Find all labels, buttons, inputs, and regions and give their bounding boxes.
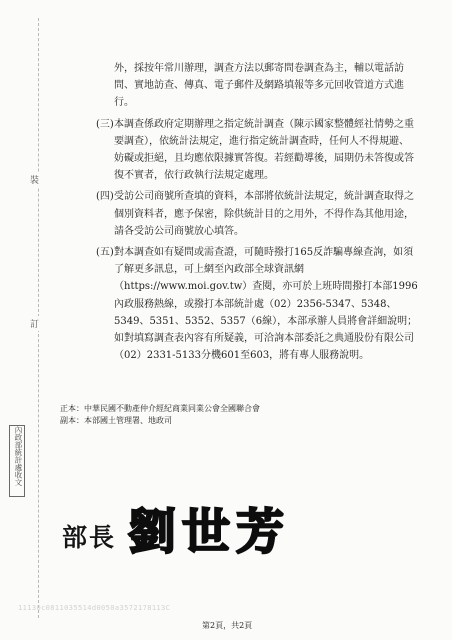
item-text: 受訪公司商號所查填的資料，本部將依統計法規定，統計調查取得之個別資料者，應予保密，除供統計目的之用外，不得作為其他用途，請各受訪公司商號放心填答。 bbox=[114, 191, 414, 237]
signatory-title: 部長 bbox=[62, 523, 117, 552]
item-number: (五) bbox=[96, 247, 114, 259]
signatory-name: 劉世芳 bbox=[128, 504, 291, 558]
document-body bbox=[96, 60, 418, 368]
item-number: (三) bbox=[96, 118, 114, 130]
item-text: 對本調查如有疑問或需查證，可隨時撥打165反詐騙專線查詢，如須了解更多訊息，可上網至內政部全球資訊網（https://www.moi.gov.tw）查閱，亦可於上班時間撥打本部1996內政服務熱線，或撥打本部統計處（02）2356-5347、5348、5349、5351、5352、5357（6線），本部承辦人員將會詳細說明；如對填寫調查表內容有所疑義，可洽詢本部委託之典通股份有限公司（02）2331-5133分機601至603，將有專人服務說明。 bbox=[114, 247, 418, 362]
page-number: 第2頁，共2頁 bbox=[202, 621, 253, 630]
distribution-list bbox=[60, 403, 260, 427]
original-recipient: 正本：中華民國不動產仲介經紀商業同業公會全國聯合會 bbox=[60, 404, 260, 413]
signature-block bbox=[62, 500, 309, 558]
list-item bbox=[96, 188, 418, 240]
signature-image bbox=[124, 498, 309, 558]
binding-label-bottom: 訂 bbox=[30, 316, 39, 331]
document-code: 11130c0811035514d0050a3572178113C bbox=[18, 604, 171, 612]
item-text: 本調查係政府定期辦理之指定統計調查（陳示國家整體經社情勢之重要調查），依統計法規定，進行指定統計調查時，任何人不得規避、妨礙或拒絕，且均應依限據實答復。若經勸導後，屆期仍未答復或答復不實者，依行政執行法規定處理。 bbox=[114, 118, 414, 182]
list-item bbox=[96, 244, 418, 364]
receipt-stamp-text: 內政部統計處收文 bbox=[14, 426, 23, 486]
binding-label-top: 裝 bbox=[30, 172, 39, 187]
list-item bbox=[96, 116, 418, 185]
copy-recipient: 副本：本部國土管理署、地政司 bbox=[60, 416, 172, 425]
receipt-stamp bbox=[9, 425, 25, 497]
item-number: (四) bbox=[96, 191, 114, 203]
paragraph-continuation: 外，採按年常川辦理，調查方法以郵寄問卷調查為主，輔以電話訪問、實地訪查、傳真、電子郵件及網路填報等多元回收管道方式進行。 bbox=[114, 63, 404, 109]
